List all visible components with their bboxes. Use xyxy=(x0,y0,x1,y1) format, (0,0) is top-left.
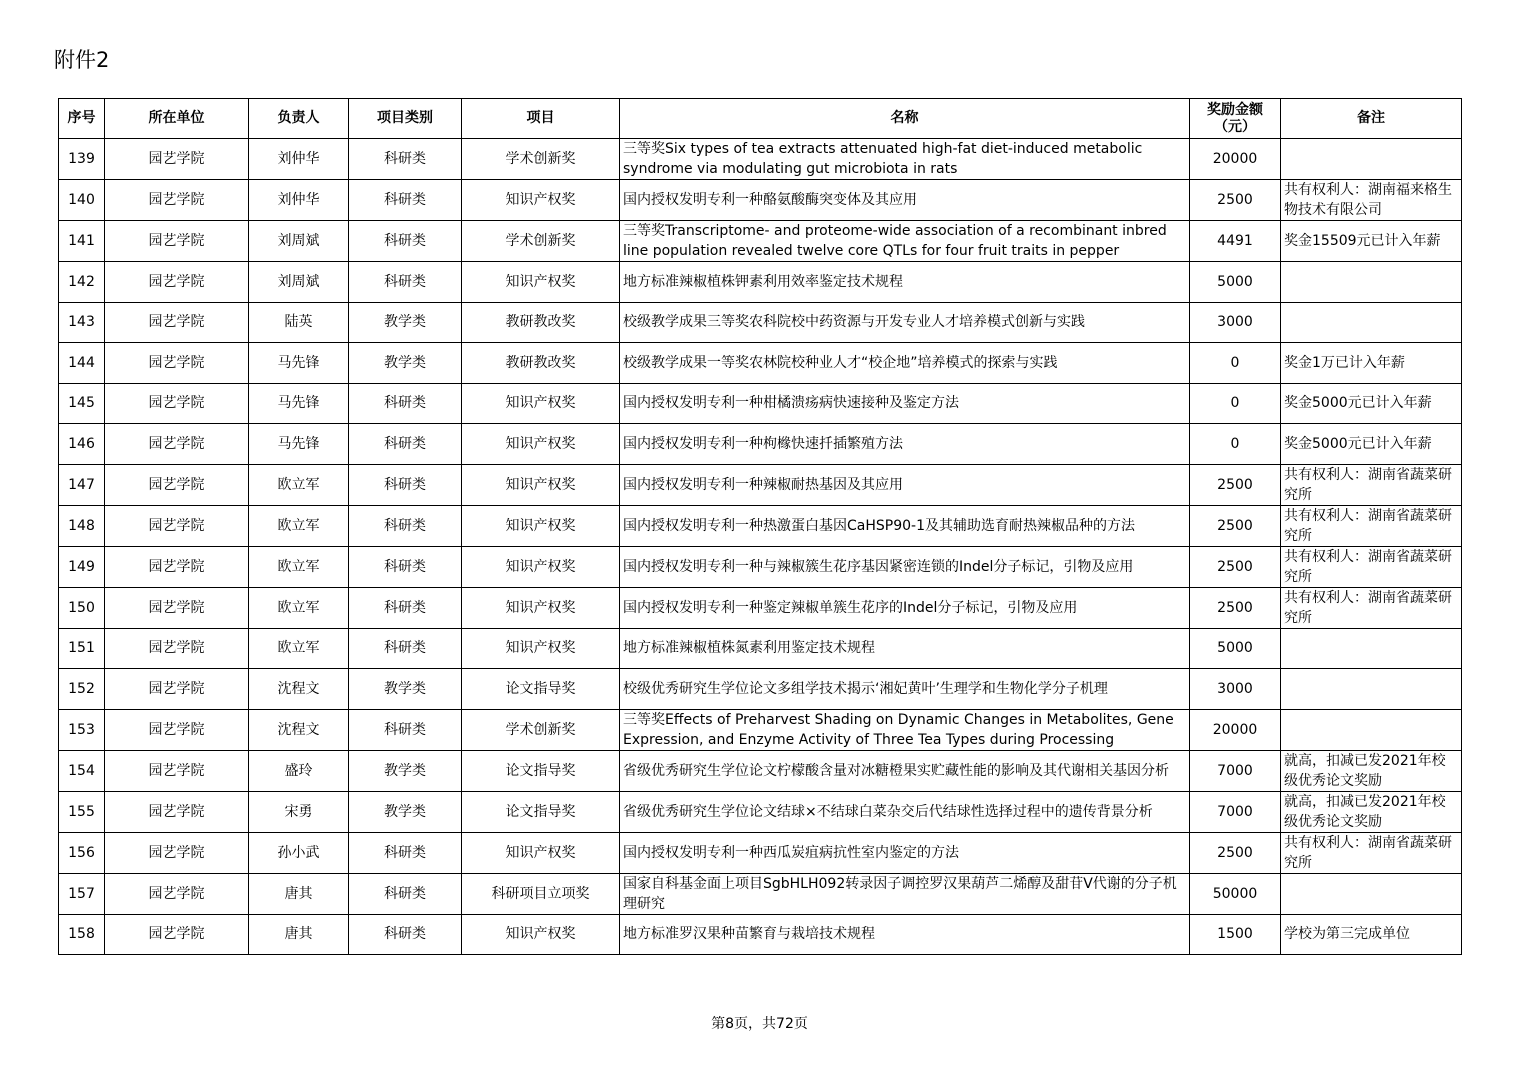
cell-person: 沈程文 xyxy=(277,721,320,738)
cell-unit: 园艺学院 xyxy=(148,762,205,779)
cell-category: 科研类 xyxy=(384,517,426,534)
header-category: 项目类别 xyxy=(349,99,462,139)
header-no: 序号 xyxy=(59,99,105,139)
cell-no: 143 xyxy=(68,314,95,331)
cell-person: 欧立军 xyxy=(277,599,320,616)
cell-unit: 园艺学院 xyxy=(148,517,205,534)
cell-amount: 2500 xyxy=(1217,517,1253,534)
cell-remark: 就高，扣减已发2021年校级优秀论文奖励 xyxy=(1284,752,1446,789)
cell-amount: 3000 xyxy=(1217,314,1253,331)
table-row xyxy=(59,628,1462,669)
header-amount: 奖励金额（元） xyxy=(1190,99,1281,139)
cell-item: 知识产权奖 xyxy=(505,926,576,943)
cell-person: 宋勇 xyxy=(284,803,313,820)
cell-remark: 共有权利人：湖南省蔬菜研究所 xyxy=(1284,507,1452,544)
cell-person: 唐其 xyxy=(284,926,313,943)
cell-name: 地方标准罗汉果种苗繁育与栽培技术规程 xyxy=(623,926,875,943)
cell-no: 151 xyxy=(68,640,95,657)
header-remark: 备注 xyxy=(1281,99,1462,139)
table-row xyxy=(59,914,1462,955)
cell-item: 教研教改奖 xyxy=(505,314,576,331)
award-table xyxy=(58,98,1462,955)
cell-amount: 5000 xyxy=(1217,640,1253,657)
table-row xyxy=(59,302,1462,343)
cell-name: 国家自科基金面上项目SgbHLH092转录因子调控罗汉果葫芦二烯醇及甜苷V代谢的分子机理研究 xyxy=(623,875,1177,912)
cell-category: 科研类 xyxy=(384,640,426,657)
cell-name: 国内授权发明专利一种柑橘溃疡病快速接种及鉴定方法 xyxy=(623,395,959,412)
table-row xyxy=(59,669,1462,710)
cell-item: 学术创新奖 xyxy=(505,151,576,167)
cell-category: 教学类 xyxy=(384,680,426,697)
table-row xyxy=(59,505,1462,546)
cell-category: 科研类 xyxy=(384,476,426,493)
cell-unit: 园艺学院 xyxy=(148,476,205,493)
cell-remark: 奖金5000元已计入年薪 xyxy=(1284,435,1432,452)
cell-category: 科研类 xyxy=(384,192,426,208)
cell-amount: 2500 xyxy=(1217,558,1253,575)
cell-item: 知识产权奖 xyxy=(505,844,576,861)
cell-remark: 学校为第三完成单位 xyxy=(1284,926,1410,943)
table-row xyxy=(59,180,1462,221)
cell-amount: 0 xyxy=(1230,354,1240,371)
cell-no: 141 xyxy=(68,233,95,249)
cell-name: 三等奖Transcriptome- and proteome-wide association of a recombinant inbred line population revealed twelve core QTLs for four fruit traits in pepper xyxy=(623,223,1167,259)
cell-no: 157 xyxy=(68,885,95,902)
cell-item: 知识产权奖 xyxy=(505,640,576,657)
cell-amount: 20000 xyxy=(1212,721,1258,738)
cell-amount: 50000 xyxy=(1212,885,1258,902)
cell-person: 刘仲华 xyxy=(277,151,320,167)
attachment-label: 附件2 xyxy=(54,48,110,72)
cell-category: 科研类 xyxy=(384,233,426,249)
cell-item: 科研项目立项奖 xyxy=(491,885,590,902)
cell-no: 142 xyxy=(68,273,95,290)
cell-name: 地方标准辣椒植株氮素利用鉴定技术规程 xyxy=(623,640,875,657)
cell-category: 科研类 xyxy=(384,885,426,902)
cell-no: 158 xyxy=(68,926,95,943)
cell-category: 教学类 xyxy=(384,762,426,779)
cell-person: 孙小武 xyxy=(277,844,320,861)
cell-no: 146 xyxy=(68,435,95,452)
cell-person: 唐其 xyxy=(284,885,313,902)
cell-item: 知识产权奖 xyxy=(505,273,576,290)
cell-category: 科研类 xyxy=(384,844,426,861)
cell-name: 校级优秀研究生学位论文多组学技术揭示‘湘妃黄叶’生理学和生物化学分子机理 xyxy=(623,680,1108,697)
cell-no: 144 xyxy=(68,354,95,371)
cell-item: 学术创新奖 xyxy=(505,233,576,249)
table-row xyxy=(59,139,1462,180)
cell-unit: 园艺学院 xyxy=(148,192,205,208)
cell-name: 国内授权发明专利一种热激蛋白基因CaHSP90-1及其辅助选育耐热辣椒品种的方法 xyxy=(623,517,1135,534)
cell-unit: 园艺学院 xyxy=(148,314,205,331)
cell-category: 教学类 xyxy=(384,803,426,820)
table-row xyxy=(59,587,1462,628)
cell-item: 知识产权奖 xyxy=(505,395,576,412)
cell-remark: 共有权利人：湖南省蔬菜研究所 xyxy=(1284,589,1452,626)
cell-remark: 共有权利人：湖南省蔬菜研究所 xyxy=(1284,834,1452,871)
cell-category: 科研类 xyxy=(384,721,426,738)
cell-amount: 20000 xyxy=(1212,151,1258,167)
cell-name: 校级教学成果三等奖农科院校中药资源与开发专业人才培养模式创新与实践 xyxy=(623,314,1085,331)
cell-unit: 园艺学院 xyxy=(148,151,205,167)
cell-person: 欧立军 xyxy=(277,517,320,534)
cell-person: 欧立军 xyxy=(277,558,320,575)
cell-item: 论文指导奖 xyxy=(505,680,576,697)
cell-amount: 2500 xyxy=(1217,476,1253,493)
cell-name: 校级教学成果一等奖农林院校种业人才“校企地”培养模式的探索与实践 xyxy=(623,354,1058,371)
table-row xyxy=(59,546,1462,587)
header-name: 名称 xyxy=(620,99,1190,139)
cell-person: 欧立军 xyxy=(277,476,320,493)
table-row xyxy=(59,750,1462,791)
table-row xyxy=(59,383,1462,424)
cell-amount: 2500 xyxy=(1217,192,1253,208)
cell-amount: 4491 xyxy=(1217,233,1253,249)
header-item: 项目 xyxy=(462,99,620,139)
table-row xyxy=(59,832,1462,873)
cell-category: 科研类 xyxy=(384,558,426,575)
cell-amount: 0 xyxy=(1230,395,1240,412)
cell-unit: 园艺学院 xyxy=(148,599,205,616)
cell-unit: 园艺学院 xyxy=(148,395,205,412)
cell-name: 地方标准辣椒植株钾素利用效率鉴定技术规程 xyxy=(623,273,903,290)
cell-item: 知识产权奖 xyxy=(505,192,576,208)
cell-category: 科研类 xyxy=(384,151,426,167)
cell-category: 教学类 xyxy=(384,354,426,371)
table-row xyxy=(59,464,1462,505)
cell-unit: 园艺学院 xyxy=(148,680,205,697)
table-row xyxy=(59,873,1462,914)
cell-remark: 就高，扣减已发2021年校级优秀论文奖励 xyxy=(1284,793,1446,830)
cell-amount: 7000 xyxy=(1217,762,1253,779)
cell-remark: 奖金1万已计入年薪 xyxy=(1284,354,1405,371)
cell-amount: 2500 xyxy=(1217,844,1253,861)
cell-item: 教研教改奖 xyxy=(505,354,576,371)
cell-item: 学术创新奖 xyxy=(505,721,576,738)
cell-amount: 0 xyxy=(1230,435,1240,452)
cell-person: 刘周斌 xyxy=(277,233,320,249)
cell-name: 三等奖Effects of Preharvest Shading on Dynamic Changes in Metabolites, Gene Expression, and Enzyme Activity of Three Tea Types during Processing xyxy=(623,711,1174,748)
table-header-row xyxy=(59,99,1462,139)
cell-name: 省级优秀研究生学位论文柠檬酸含量对冰糖橙果实贮藏性能的影响及其代谢相关基因分析 xyxy=(623,762,1169,779)
cell-no: 148 xyxy=(68,517,95,534)
table-row xyxy=(59,709,1462,750)
cell-no: 145 xyxy=(68,395,95,412)
cell-remark: 共有权利人：湖南福来格生物技术有限公司 xyxy=(1284,182,1452,218)
cell-category: 科研类 xyxy=(384,395,426,412)
cell-unit: 园艺学院 xyxy=(148,435,205,452)
cell-unit: 园艺学院 xyxy=(148,926,205,943)
cell-no: 152 xyxy=(68,680,95,697)
cell-no: 156 xyxy=(68,844,95,861)
cell-item: 论文指导奖 xyxy=(505,803,576,820)
cell-amount: 1500 xyxy=(1217,926,1253,943)
cell-unit: 园艺学院 xyxy=(148,273,205,290)
cell-unit: 园艺学院 xyxy=(148,803,205,820)
cell-remark: 奖金5000元已计入年薪 xyxy=(1284,395,1432,412)
cell-item: 论文指导奖 xyxy=(505,762,576,779)
cell-person: 刘周斌 xyxy=(277,273,320,290)
cell-remark: 共有权利人：湖南省蔬菜研究所 xyxy=(1284,466,1452,503)
cell-unit: 园艺学院 xyxy=(148,640,205,657)
header-person: 负责人 xyxy=(249,99,349,139)
cell-item: 知识产权奖 xyxy=(505,558,576,575)
page-footer: 第8页，共72页 xyxy=(711,1016,808,1032)
cell-unit: 园艺学院 xyxy=(148,558,205,575)
cell-category: 教学类 xyxy=(384,314,426,331)
cell-no: 153 xyxy=(68,721,95,738)
header-unit: 所在单位 xyxy=(105,99,249,139)
cell-name: 国内授权发明专利一种鉴定辣椒单簇生花序的Indel分子标记，引物及应用 xyxy=(623,599,1078,616)
cell-amount: 5000 xyxy=(1217,273,1253,290)
cell-no: 147 xyxy=(68,476,95,493)
cell-no: 150 xyxy=(68,599,95,616)
cell-person: 马先锋 xyxy=(277,395,320,412)
cell-name: 国内授权发明专利一种枸橼快速扦插繁殖方法 xyxy=(623,435,903,452)
cell-unit: 园艺学院 xyxy=(148,233,205,249)
table-row xyxy=(59,424,1462,465)
cell-person: 马先锋 xyxy=(277,435,320,452)
cell-name: 省级优秀研究生学位论文结球×不结球白菜杂交后代结球性选择过程中的遗传背景分析 xyxy=(623,803,1153,820)
cell-person: 陆英 xyxy=(284,314,313,331)
table-row xyxy=(59,791,1462,832)
cell-no: 140 xyxy=(68,192,95,208)
cell-category: 科研类 xyxy=(384,435,426,452)
cell-person: 沈程文 xyxy=(277,680,320,697)
cell-name: 国内授权发明专利一种西瓜炭疽病抗性室内鉴定的方法 xyxy=(623,844,959,861)
cell-name: 三等奖Six types of tea extracts attenuated high-fat diet-induced metabolic syndrome via modulating gut microbiota in rats xyxy=(623,141,1143,177)
cell-amount: 2500 xyxy=(1217,599,1253,616)
table-row xyxy=(59,343,1462,384)
cell-unit: 园艺学院 xyxy=(148,844,205,861)
cell-name: 国内授权发明专利一种与辣椒簇生花序基因紧密连锁的Indel分子标记，引物及应用 xyxy=(623,558,1134,575)
cell-item: 知识产权奖 xyxy=(505,517,576,534)
cell-name: 国内授权发明专利一种辣椒耐热基因及其应用 xyxy=(623,476,903,493)
cell-unit: 园艺学院 xyxy=(148,721,205,738)
table-row xyxy=(59,221,1462,262)
cell-unit: 园艺学院 xyxy=(148,885,205,902)
cell-category: 科研类 xyxy=(384,599,426,616)
cell-no: 154 xyxy=(68,762,95,779)
cell-category: 科研类 xyxy=(384,273,426,290)
table-row xyxy=(59,262,1462,303)
cell-category: 科研类 xyxy=(384,926,426,943)
cell-person: 马先锋 xyxy=(277,354,320,371)
cell-no: 155 xyxy=(68,803,95,820)
cell-name: 国内授权发明专利一种酪氨酸酶突变体及其应用 xyxy=(623,192,917,208)
cell-item: 知识产权奖 xyxy=(505,599,576,616)
cell-no: 149 xyxy=(68,558,95,575)
cell-item: 知识产权奖 xyxy=(505,435,576,452)
cell-person: 欧立军 xyxy=(277,640,320,657)
cell-person: 刘仲华 xyxy=(277,192,320,208)
cell-remark: 共有权利人：湖南省蔬菜研究所 xyxy=(1284,548,1452,585)
cell-amount: 7000 xyxy=(1217,803,1253,820)
cell-amount: 3000 xyxy=(1217,680,1253,697)
cell-remark: 奖金15509元已计入年薪 xyxy=(1284,233,1441,249)
cell-item: 知识产权奖 xyxy=(505,476,576,493)
cell-unit: 园艺学院 xyxy=(148,354,205,371)
cell-no: 139 xyxy=(68,151,95,167)
cell-person: 盛玲 xyxy=(284,762,313,779)
